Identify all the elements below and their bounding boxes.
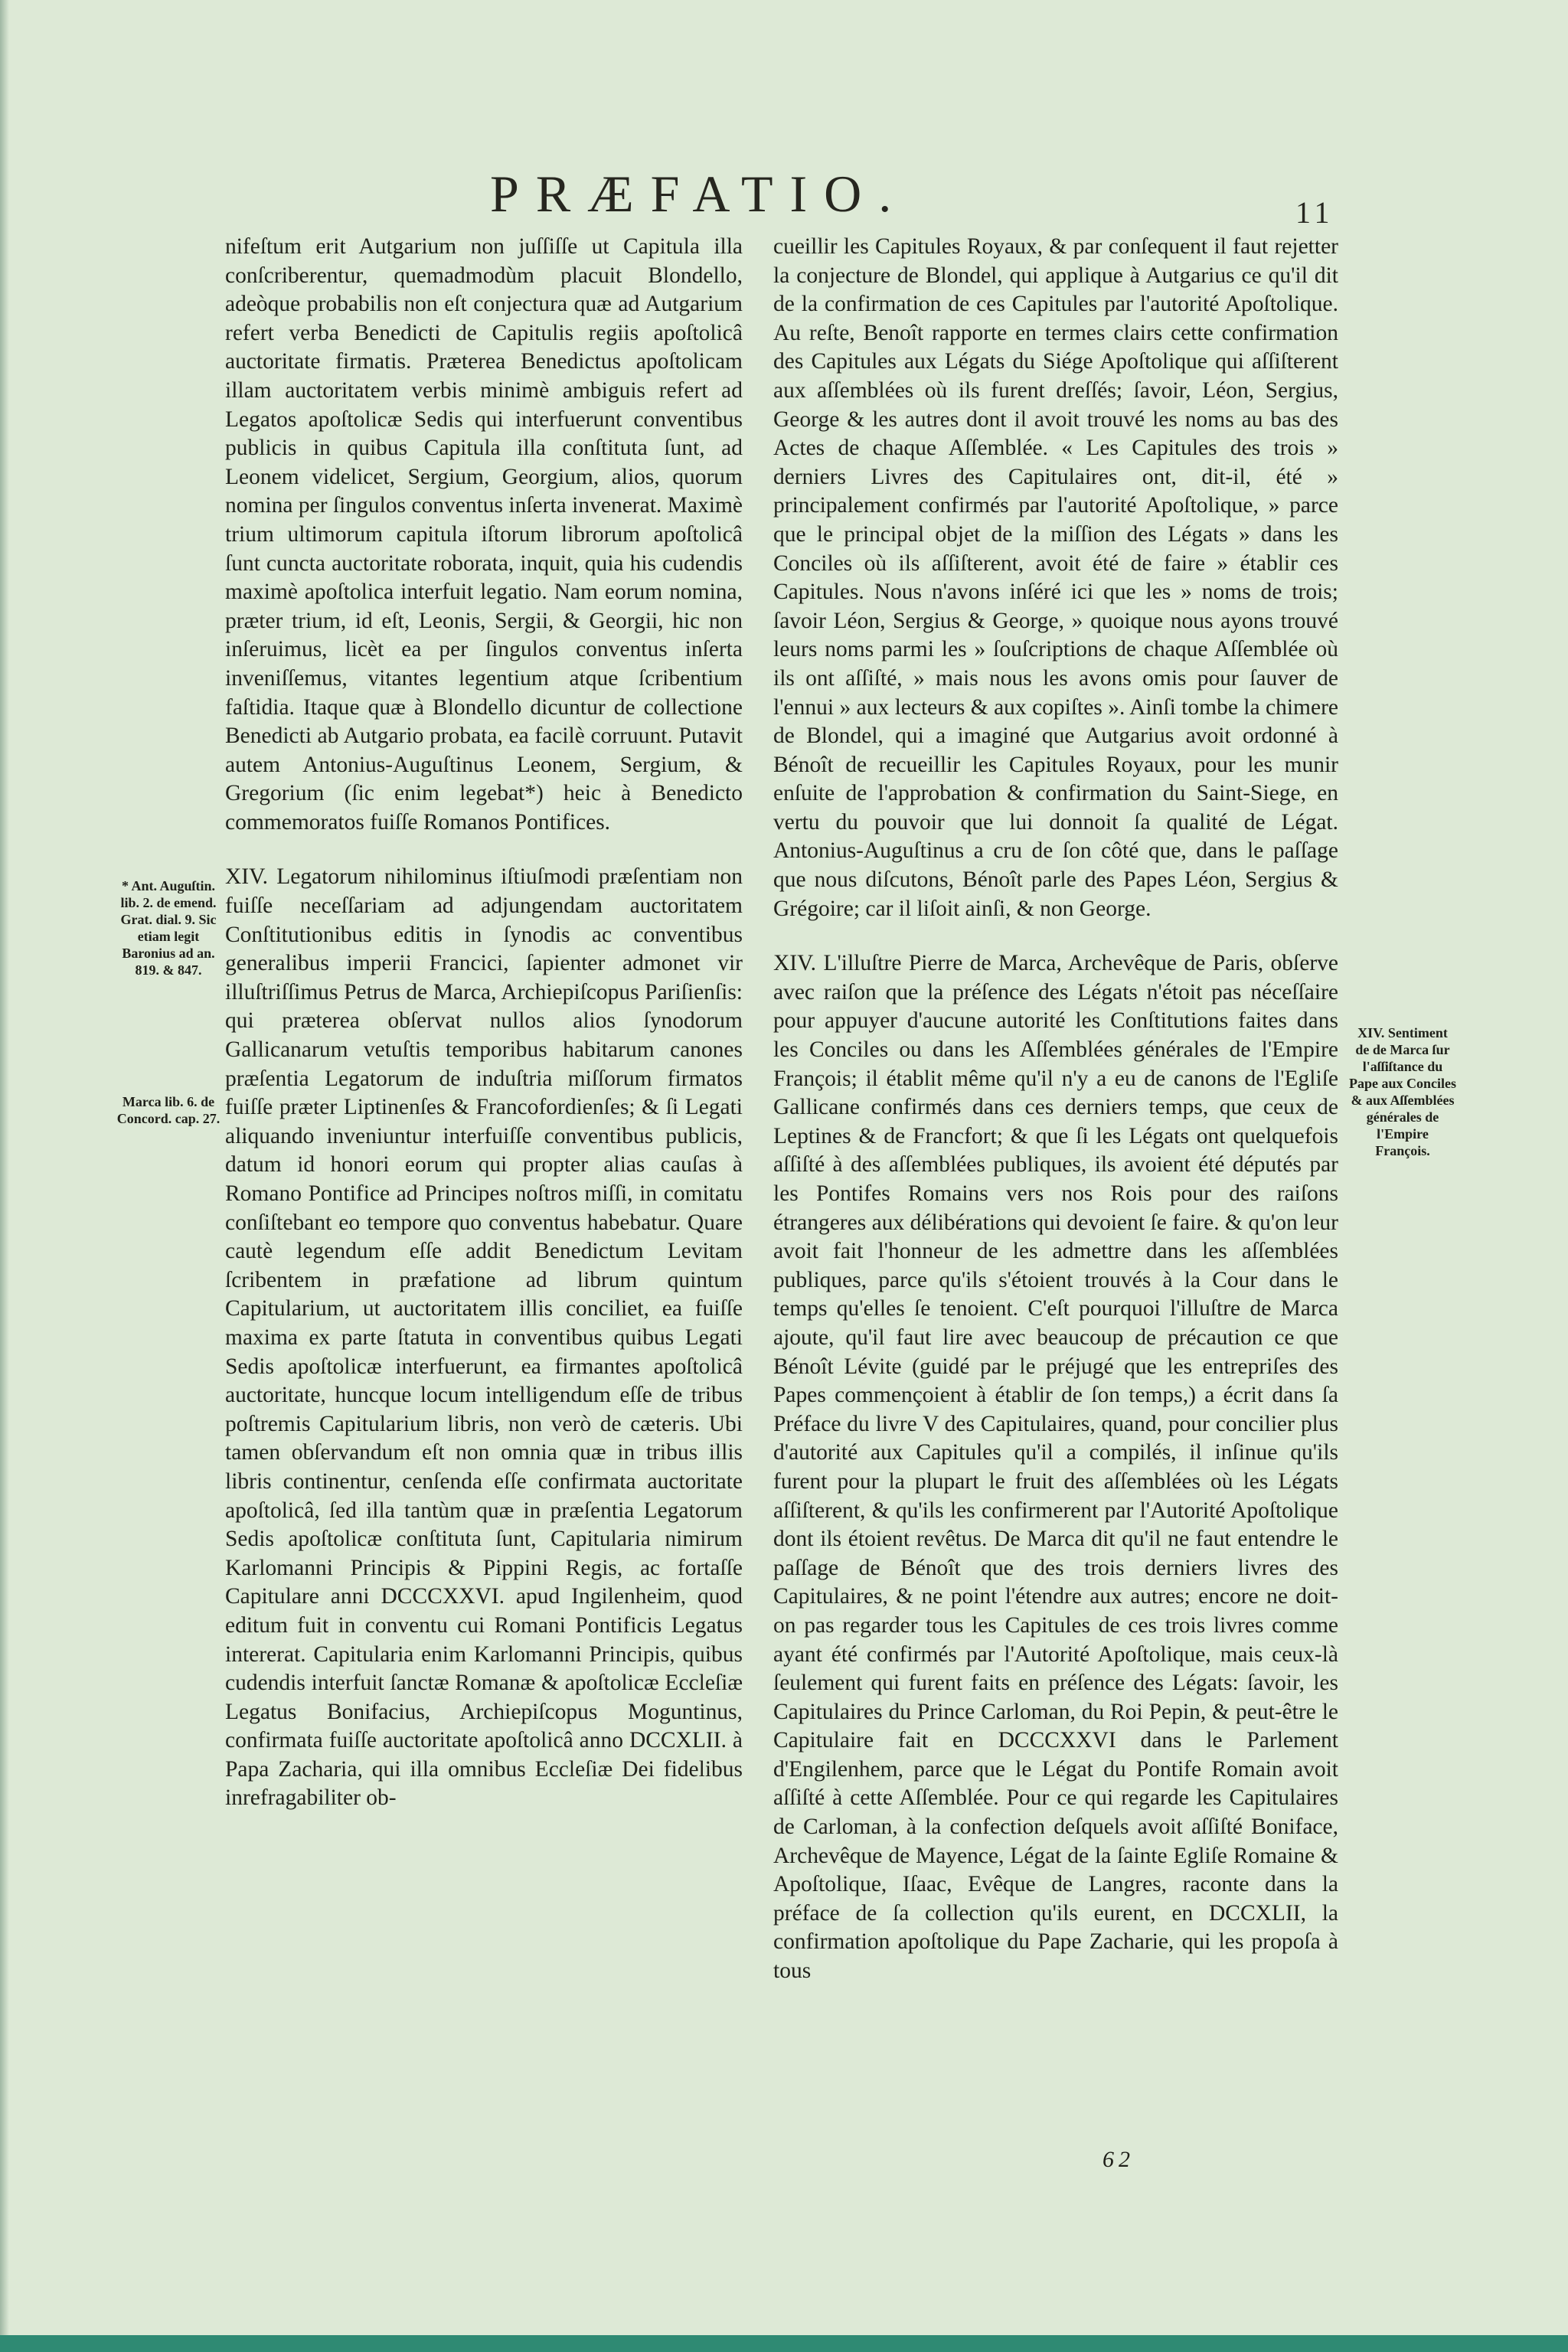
french-column — [773, 233, 1338, 1986]
latin-column — [225, 233, 743, 1813]
latin-paragraph-1: nifeſtum erit Autgarium non juſſiſſe ut Capitula illa conſcriberentur, quemadmodùm placuit Blondello, adeòque probabilis non eſt conjectura quæ ad Autgarium refert verba Benedicti de Capitulis regiis apoſtolicâ auctoritate firmatis. Præterea Benedictus apoſtolicam illam auctoritatem verbis minimè ambiguis refert ad Legatos apoſtolicæ Sedis qui interfuerunt conventibus publicis in quibus Capitula illa conſtituta ſunt, ad Leonem videlicet, Sergium, Georgium, alios, quorum nomina per ſingulos conventus inſerta invenerat. Maximè trium ultimorum capitula iſtorum librorum apoſtolicâ ſunt cuncta auctoritate roborata, inquit, quia his cudendis maximè apoſtolica interfuit legatio. Nam eorum nomina, præter trium, id eſt, Leonis, Sergii, & Georgii, hic non inſeruimus, licèt ea per ſingulos conventus inſerta inveniſſemus, vitantes legentium atque ſcribentium faſtidia. Itaque quæ à Blondello dicuntur de collectione Benedicti ab Autgario probata, ea facilè corruunt. Putavit autem Antonius-Auguſtinus Leonem, Sergium, & Gregorium (ſic enim legebat*) heic à Benedicto commemoratos fuiſſe Romanos Pontifices. — [225, 234, 743, 835]
margin-note-section-xiv: XIV. Sentiment de de Marca ſur l'aſſiſtance du Pape aux Conciles & aux Aſſemblées générales de l'Empire François. — [1349, 1025, 1457, 1158]
margin-note-citation-marca: Marca lib. 6. de Concord. cap. 27. — [116, 1094, 220, 1126]
french-paragraph-xiv: XIV. L'illuſtre Pierre de Marca, Archevêque de Paris, obſerve avec raiſon que la préſence des Légats n'étoit pas néceſſaire pour appuyer d'aucune autorité les Conſtitutions faites dans les Conciles ou dans les Aſſemblées générales de l'Empire François; il établit même qu'il n'y a eu de canons de l'Egliſe Gallicane confirmés dans ces derniers temps, que ceux de Leptines & de Francfort; & que ſi les Légats ont quelquefois aſſiſté à des aſſemblées publiques, ils avoient été députés par les Pontifes Romains vers nos Rois pour des raiſons étrangeres aux délibérations qui devoient ſe faire. & qu'on leur avoit fait l'honneur de les admettre dans les aſſemblées publiques, parce qu'ils s'étoient trouvés à la Cour dans le temps qu'elles ſe tenoient. C'eſt pourquoi l'illuſtre de Marca ajoute, qu'il faut lire avec beaucoup de précaution ce que Bénoît Lévite (guidé par le préjugé que les entrepriſes des Papes commençoient à établir de ſon temps,) a écrit dans ſa Préface du livre V des Capitulaires, quand, pour concilier plus d'autorité aux Capitules qu'il a compilés, il inſinue qu'ils furent pour la plupart le fruit des aſſemblées où les Légats aſſiſterent, & qu'ils les confirmerent par l'Autorité Apoſtolique dont ils étoient revêtus. De Marca dit qu'il ne faut entendre le paſſage de Bénoît que des trois derniers livres des Capitulaires, & ne point l'étendre aux autres; encore ne doit-on pas regarder tous les Capitules de ces trois livres comme ayant été confirmés par l'Autorité Apoſtolique, mais ceux-là ſeulement qui furent faits en préſence des Légats: ſavoir, les Capitulaires du Prince Carloman, du Roi Pepin, & peut-être le Capitulaire fait en DCCCXXVI dans le Parlement d'Engilenhem, parce que le Légat du Pontife Romain avoit aſſiſté à cette Aſſemblée. Pour ce qui regarde les Capitulaires de Carloman, à la confection deſquels avoit aſſiſté Boniface, Archevêque de Mayence, Légat de la ſainte Egliſe Romaine & Apoſtolique, Iſaac, Evêque de Langres, raconte dans la préface de ſa collection qu'ils eurent, en DCCXLII, la confirmation apoſtolique du Pape Zacharie, qui les propoſa à tous — [773, 951, 1338, 1984]
scan-background-edge — [0, 2335, 1568, 2352]
latin-paragraph-xiv: XIV. Legatorum nihilominus iſtiuſmodi præſentiam non fuiſſe neceſſariam ad adjungendam auctoritatem Conſtitutionibus editis in ſynodis ac conventibus generalibus imperii Francici, ſapienter admonet vir illuſtriſſimus Petrus de Marca, Archiepiſcopus Pariſienſis: qui præterea obſervat nullos alios ſynodorum Gallicanarum vetuſtis temporibus habitarum canones præſentia Legatorum de induſtria miſſorum firmatos fuiſſe præter Liptinenſes & Francofordienſes; & ſi Legati aliquando inveniuntur interfuiſſe conventibus publicis, datum id honori eorum qui propter alias cauſas à Romano Pontifice ad Principes noſtros miſſi, in comitatu conſiſtebant eo tempore quo conventus habebatur. Quare cautè legendum eſſe addit Benedictum Levitam ſcribentem in præfatione ad librum quintum Capitularium, ut auctoritatem illis conciliet, ea fuiſſe maxima ex parte ſtatuta in conventibus quibus Legati Sedis apoſtolicæ interfuerunt, ea firmantes apoſtolicâ auctoritate, huncque locum intelligendum eſſe de tribus poſtremis Capitularium libris, non verò de cæteris. Ubi tamen obſervandum eſt non omnia quæ in tribus illis libris continentur, cenſenda eſſe confirmata auctoritate apoſtolicâ, ſed illa tantùm quæ in præſentia Legatorum Sedis apoſtolicæ conſtituta ſunt, Capitularia nimirum Karlomanni Principis & Pippini Regis, ac fortaſſe Capitulare anni DCCCXXVI. apud Ingilenheim, quod editum fuit in conventu cui Romani Pontificis Legatus intererat. Capitularia enim Karlomanni Principis, quibus cudendis interfuit ſanctæ Romanæ & apoſtolicæ Eccleſiæ Legatus Bonifacius, Archiepiſcopus Moguntinus, confirmata fuiſſe auctoritate apoſtolicâ anno DCCXLII. à Papa Zacharia, qui illa omnibus Eccleſiæ Dei fidelibus inrefragabiliter ob- — [225, 864, 743, 1811]
page-gutter-shadow — [0, 0, 9, 2352]
french-paragraph-1: cueillir les Capitules Royaux, & par conſequent il faut rejetter la conjecture de Blondel, qui applique à Autgarius ce qu'il dit de la confirmation de ces Capitules par l'autorité Apoſtolique. Au reſte, Benoît rapporte en termes clairs cette confirmation des Capitules aux Légats du Siége Apoſtolique qui aſſiſterent aux aſſemblées où ils furent dreſſés; ſavoir, Léon, Sergius, George & les autres dont il avoit trouvé les noms au bas des Actes de chaque Aſſemblée. « Les Capitules des trois » derniers Livres des Capitulaires ont, dit-il, été » principalement confirmés par l'autorité Apoſtolique, » parce que le principal objet de la miſſion des Légats » dans les Conciles où ils aſſiſterent, avoit été de faire » établir ces Capitules. Nous n'avons inſéré ici que les » noms de trois; ſavoir Léon, Sergius & George, » quoique nous ayons trouvé leurs noms parmi les » ſouſcriptions de chaque Aſſemblée où ils ont aſſiſté, » mais nous les avons omis pour ſauver de l'ennui » aux lecteurs & aux copiſtes ». Ainſi tombe la chimere de Blondel, qui a imaginé que Autgarius avoit ordonné à Bénoît de recueillir les Capitules Royaux, pour les munir enſuite de l'approbation & confirmation du Saint-Siege, en vertu du pouvoir que lui donnoit ſa qualité de Légat. Antonius-Auguſtinus a cru de ſon côté que, dans le paſſage que nous diſcutons, Bénoît parle des Papes Léon, Sergius & Grégoire; car il liſoit ainſi, & non George. — [773, 234, 1338, 921]
printer-signature-mark: 62 — [1102, 2147, 1135, 2172]
page-number: 11 — [1295, 195, 1334, 230]
running-title: PRÆFATIO. — [490, 165, 909, 223]
margin-note-citation-augustinus: * Ant. Auguſtin. lib. 2. de emend. Grat. dial. 9. Sic etiam legit Baronius ad an. 819. & 847. — [120, 878, 217, 978]
